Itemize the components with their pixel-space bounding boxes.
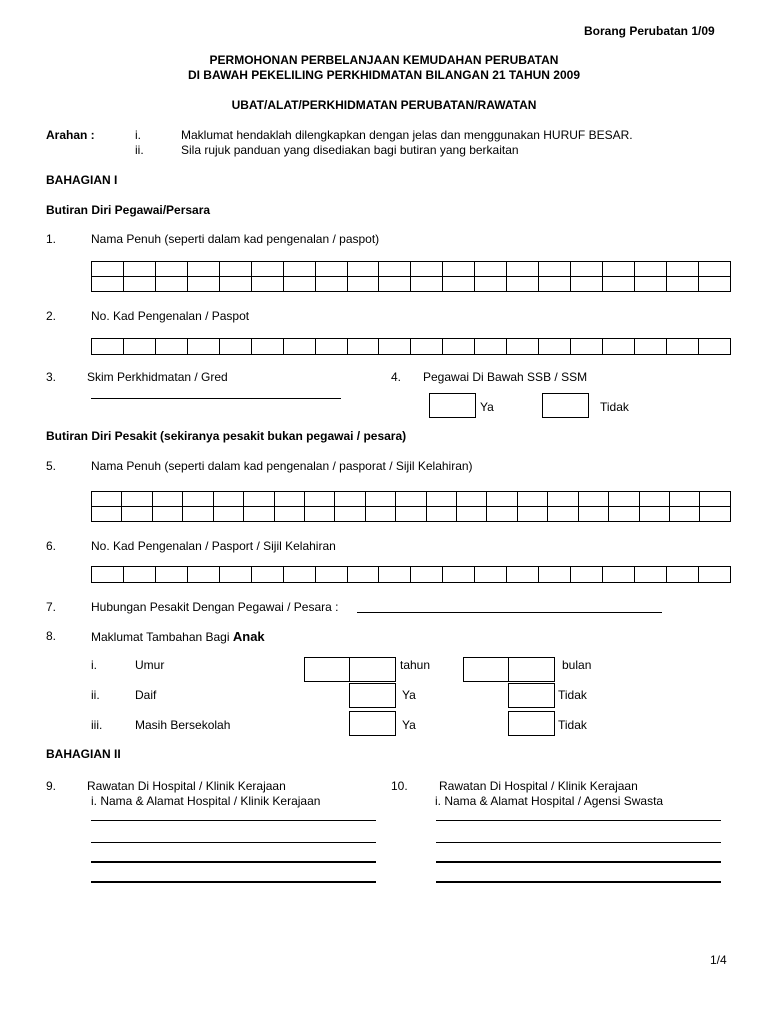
instruction-num: i. [135,128,141,142]
char-cell[interactable] [219,567,251,583]
char-cell[interactable] [700,492,731,507]
no-label: Tidak [600,400,629,414]
char-cell[interactable] [123,262,155,277]
instruction-text: Sila rujuk panduan yang disediakan bagi butiran yang berkaitan [181,143,519,157]
age-months-digit-1[interactable] [463,657,510,682]
age-years-digit-2[interactable] [349,657,396,682]
char-cell[interactable] [92,262,124,277]
staff-ic-number-grid[interactable] [91,338,731,355]
char-cell[interactable] [92,567,124,583]
char-cell[interactable] [639,507,669,522]
char-cell[interactable] [315,339,347,355]
char-cell[interactable] [475,262,507,277]
yes-label: Ya [402,718,416,732]
char-cell[interactable] [698,567,730,583]
char-cell[interactable] [411,567,443,583]
char-cell[interactable] [487,492,517,507]
service-scheme-label: Skim Perkhidmatan / Gred [87,370,228,384]
char-cell[interactable] [283,339,315,355]
char-cell[interactable] [123,567,155,583]
char-cell[interactable] [315,262,347,277]
char-cell[interactable] [347,262,379,277]
title-line-1: PERMOHONAN PERBELANJAAN KEMUDAHAN PERUBATAN [209,53,559,67]
char-cell[interactable] [700,507,731,522]
char-cell[interactable] [244,492,274,507]
char-cell[interactable] [639,492,669,507]
char-cell[interactable] [443,339,475,355]
private-hospital-line-2[interactable] [436,842,721,843]
char-cell[interactable] [251,339,283,355]
ic-number-label: No. Kad Pengenalan / Paspot [91,309,250,323]
char-cell[interactable] [609,492,639,507]
char-cell[interactable] [187,277,219,292]
private-hospital-line-4[interactable] [436,881,721,883]
title-line-2: DI BAWAH PEKELILING PERKHIDMATAN BILANGAN 21 TAHUN 2009 [187,68,581,82]
char-cell[interactable] [283,277,315,292]
subtitle: UBAT/ALAT/PERKHIDMATAN PERUBATAN/RAWATAN [231,98,537,112]
age-months-digit-2[interactable] [508,657,555,682]
question-number: 3. [46,370,57,384]
months-label: bulan [562,658,592,672]
char-cell[interactable] [457,507,487,522]
question-number: 9. [46,779,57,793]
char-cell[interactable] [304,492,334,507]
char-cell[interactable] [347,339,379,355]
char-cell[interactable] [304,507,334,522]
char-cell[interactable] [365,507,395,522]
char-cell[interactable] [315,277,347,292]
private-hospital-sub-label: i. Nama & Alamat Hospital / Agensi Swasta [435,794,664,808]
question-number: 6. [46,539,57,553]
char-cell[interactable] [347,277,379,292]
relationship-label: Hubungan Pesakit Dengan Pegawai / Pesara : [91,600,339,614]
patient-details-heading: Butiran Diri Pesakit (sekiranya pesakit bukan pegawai / pesara) [46,429,407,443]
char-cell[interactable] [411,277,443,292]
char-cell[interactable] [539,567,571,583]
char-cell[interactable] [603,339,635,355]
age-years-digit-1[interactable] [304,657,351,682]
char-cell[interactable] [92,507,122,522]
instruction-num: ii. [135,143,144,157]
char-cell[interactable] [155,339,187,355]
no-label: Tidak [558,718,587,732]
char-cell[interactable] [475,567,507,583]
question-number: 1. [46,232,57,246]
patient-full-name-label: Nama Penuh (seperti dalam kad pengenalan / pasporat / Sijil Kelahiran) [91,459,473,473]
char-cell[interactable] [475,339,507,355]
staff-details-heading: Butiran Diri Pegawai/Persara [46,203,211,217]
char-cell[interactable] [634,339,666,355]
char-cell[interactable] [698,277,730,292]
char-cell[interactable] [634,262,666,277]
char-cell[interactable] [670,492,700,507]
char-cell[interactable] [634,277,666,292]
full-name-label: Nama Penuh (seperti dalam kad pengenalan / paspot) [91,232,380,246]
char-cell[interactable] [251,567,283,583]
char-cell[interactable] [507,567,539,583]
char-cell[interactable] [219,339,251,355]
char-cell[interactable] [183,507,213,522]
char-cell[interactable] [92,339,124,355]
relationship-input-line[interactable] [357,612,662,613]
char-cell[interactable] [698,339,730,355]
ssb-yes-checkbox[interactable] [429,393,476,418]
char-cell[interactable] [187,262,219,277]
char-cell[interactable] [666,262,698,277]
char-cell[interactable] [411,262,443,277]
char-cell[interactable] [123,277,155,292]
char-cell[interactable] [457,492,487,507]
char-cell[interactable] [213,492,243,507]
private-hospital-line-1[interactable] [436,820,721,821]
char-cell[interactable] [315,567,347,583]
schooling-label: Masih Bersekolah [135,718,231,732]
char-cell[interactable] [379,567,411,583]
yes-label: Ya [480,400,494,414]
char-cell[interactable] [183,492,213,507]
schooling-no-checkbox[interactable] [508,711,555,736]
char-cell[interactable] [666,339,698,355]
instructions-label: Arahan : [46,128,95,142]
char-cell[interactable] [213,507,243,522]
service-scheme-input-line[interactable] [91,398,341,399]
char-cell[interactable] [155,567,187,583]
govt-hospital-line-3[interactable] [91,861,376,863]
char-cell[interactable] [571,277,603,292]
question-number: 10. [391,779,408,793]
char-cell[interactable] [603,277,635,292]
section-2-heading: BAHAGIAN II [46,747,121,761]
char-cell[interactable] [122,507,152,522]
question-number: 7. [46,600,57,614]
child-info-text: Maklumat Tambahan Bagi [91,630,230,644]
char-cell[interactable] [443,262,475,277]
char-cell[interactable] [571,567,603,583]
child-info-label [91,629,265,644]
char-cell[interactable] [666,567,698,583]
char-cell[interactable] [571,339,603,355]
char-cell[interactable] [578,492,608,507]
char-cell[interactable] [379,262,411,277]
char-cell[interactable] [487,507,517,522]
sub-item-number: ii. [91,688,100,702]
char-cell[interactable] [670,507,700,522]
staff-full-name-grid[interactable] [91,261,731,292]
char-cell[interactable] [379,277,411,292]
char-cell[interactable] [283,262,315,277]
char-cell[interactable] [396,507,426,522]
char-cell[interactable] [274,507,304,522]
yes-label: Ya [402,688,416,702]
char-cell[interactable] [152,507,182,522]
char-cell[interactable] [698,262,730,277]
char-cell[interactable] [335,492,365,507]
govt-hospital-sub-label: i. Nama & Alamat Hospital / Klinik Kerajaan [91,794,321,808]
private-hospital-line-3[interactable] [436,861,721,863]
sub-item-number: i. [91,658,97,672]
char-cell[interactable] [274,492,304,507]
char-cell[interactable] [443,277,475,292]
char-cell[interactable] [517,507,547,522]
char-cell[interactable] [411,339,443,355]
govt-hospital-line-4[interactable] [91,881,376,883]
char-cell[interactable] [251,277,283,292]
question-number: 2. [46,309,57,323]
char-cell[interactable] [365,492,395,507]
char-cell[interactable] [517,492,547,507]
govt-hospital-label: Rawatan Di Hospital / Klinik Kerajaan [87,779,286,793]
age-label: Umur [135,658,165,672]
section-1-heading: BAHAGIAN I [46,173,118,187]
char-cell[interactable] [507,277,539,292]
char-cell[interactable] [539,339,571,355]
char-cell[interactable] [187,339,219,355]
char-cell[interactable] [507,339,539,355]
char-cell[interactable] [347,567,379,583]
char-cell[interactable] [155,262,187,277]
ssb-ssm-label: Pegawai Di Bawah SSB / SSM [423,370,588,384]
instruction-text: Maklumat hendaklah dilengkapkan dengan jelas dan menggunakan HURUF BESAR. [181,128,633,142]
char-cell[interactable] [634,567,666,583]
char-cell[interactable] [396,492,426,507]
char-cell[interactable] [666,277,698,292]
govt-hospital-line-2[interactable] [91,842,376,843]
schooling-yes-checkbox[interactable] [349,711,396,736]
sub-item-number: iii. [91,718,103,732]
question-number: 8. [46,629,57,643]
char-cell[interactable] [443,567,475,583]
char-cell[interactable] [548,492,578,507]
char-cell[interactable] [426,507,456,522]
char-cell[interactable] [187,567,219,583]
char-cell[interactable] [578,507,608,522]
char-cell[interactable] [152,492,182,507]
disabled-yes-checkbox[interactable] [349,683,396,708]
govt-hospital-line-1[interactable] [91,820,376,821]
char-cell[interactable] [379,339,411,355]
char-cell[interactable] [244,507,274,522]
disabled-label: Daif [135,688,157,702]
child-info-emphasis: Anak [232,629,265,644]
ssb-no-checkbox[interactable] [542,393,589,418]
private-hospital-label: Rawatan Di Hospital / Klinik Kerajaan [439,779,638,793]
char-cell[interactable] [426,492,456,507]
question-number: 4. [391,370,402,384]
char-cell[interactable] [335,507,365,522]
char-cell[interactable] [123,339,155,355]
char-cell[interactable] [539,277,571,292]
char-cell[interactable] [92,277,124,292]
years-label: tahun [400,658,431,672]
question-number: 5. [46,459,57,473]
char-cell[interactable] [251,262,283,277]
char-cell[interactable] [609,507,639,522]
char-cell[interactable] [603,262,635,277]
char-cell[interactable] [219,277,251,292]
no-label: Tidak [558,688,587,702]
char-cell[interactable] [283,567,315,583]
patient-full-name-grid[interactable] [91,491,731,522]
char-cell[interactable] [475,277,507,292]
char-cell[interactable] [548,507,578,522]
char-cell[interactable] [219,262,251,277]
char-cell[interactable] [603,567,635,583]
disabled-no-checkbox[interactable] [508,683,555,708]
char-cell[interactable] [571,262,603,277]
char-cell[interactable] [92,492,122,507]
page-number: 1/4 [710,953,727,967]
char-cell[interactable] [507,262,539,277]
patient-ic-number-grid[interactable] [91,566,731,583]
patient-ic-label: No. Kad Pengenalan / Pasport / Sijil Kelahiran [91,539,336,553]
char-cell[interactable] [122,492,152,507]
form-code: Borang Perubatan 1/09 [584,24,715,38]
char-cell[interactable] [539,262,571,277]
char-cell[interactable] [155,277,187,292]
